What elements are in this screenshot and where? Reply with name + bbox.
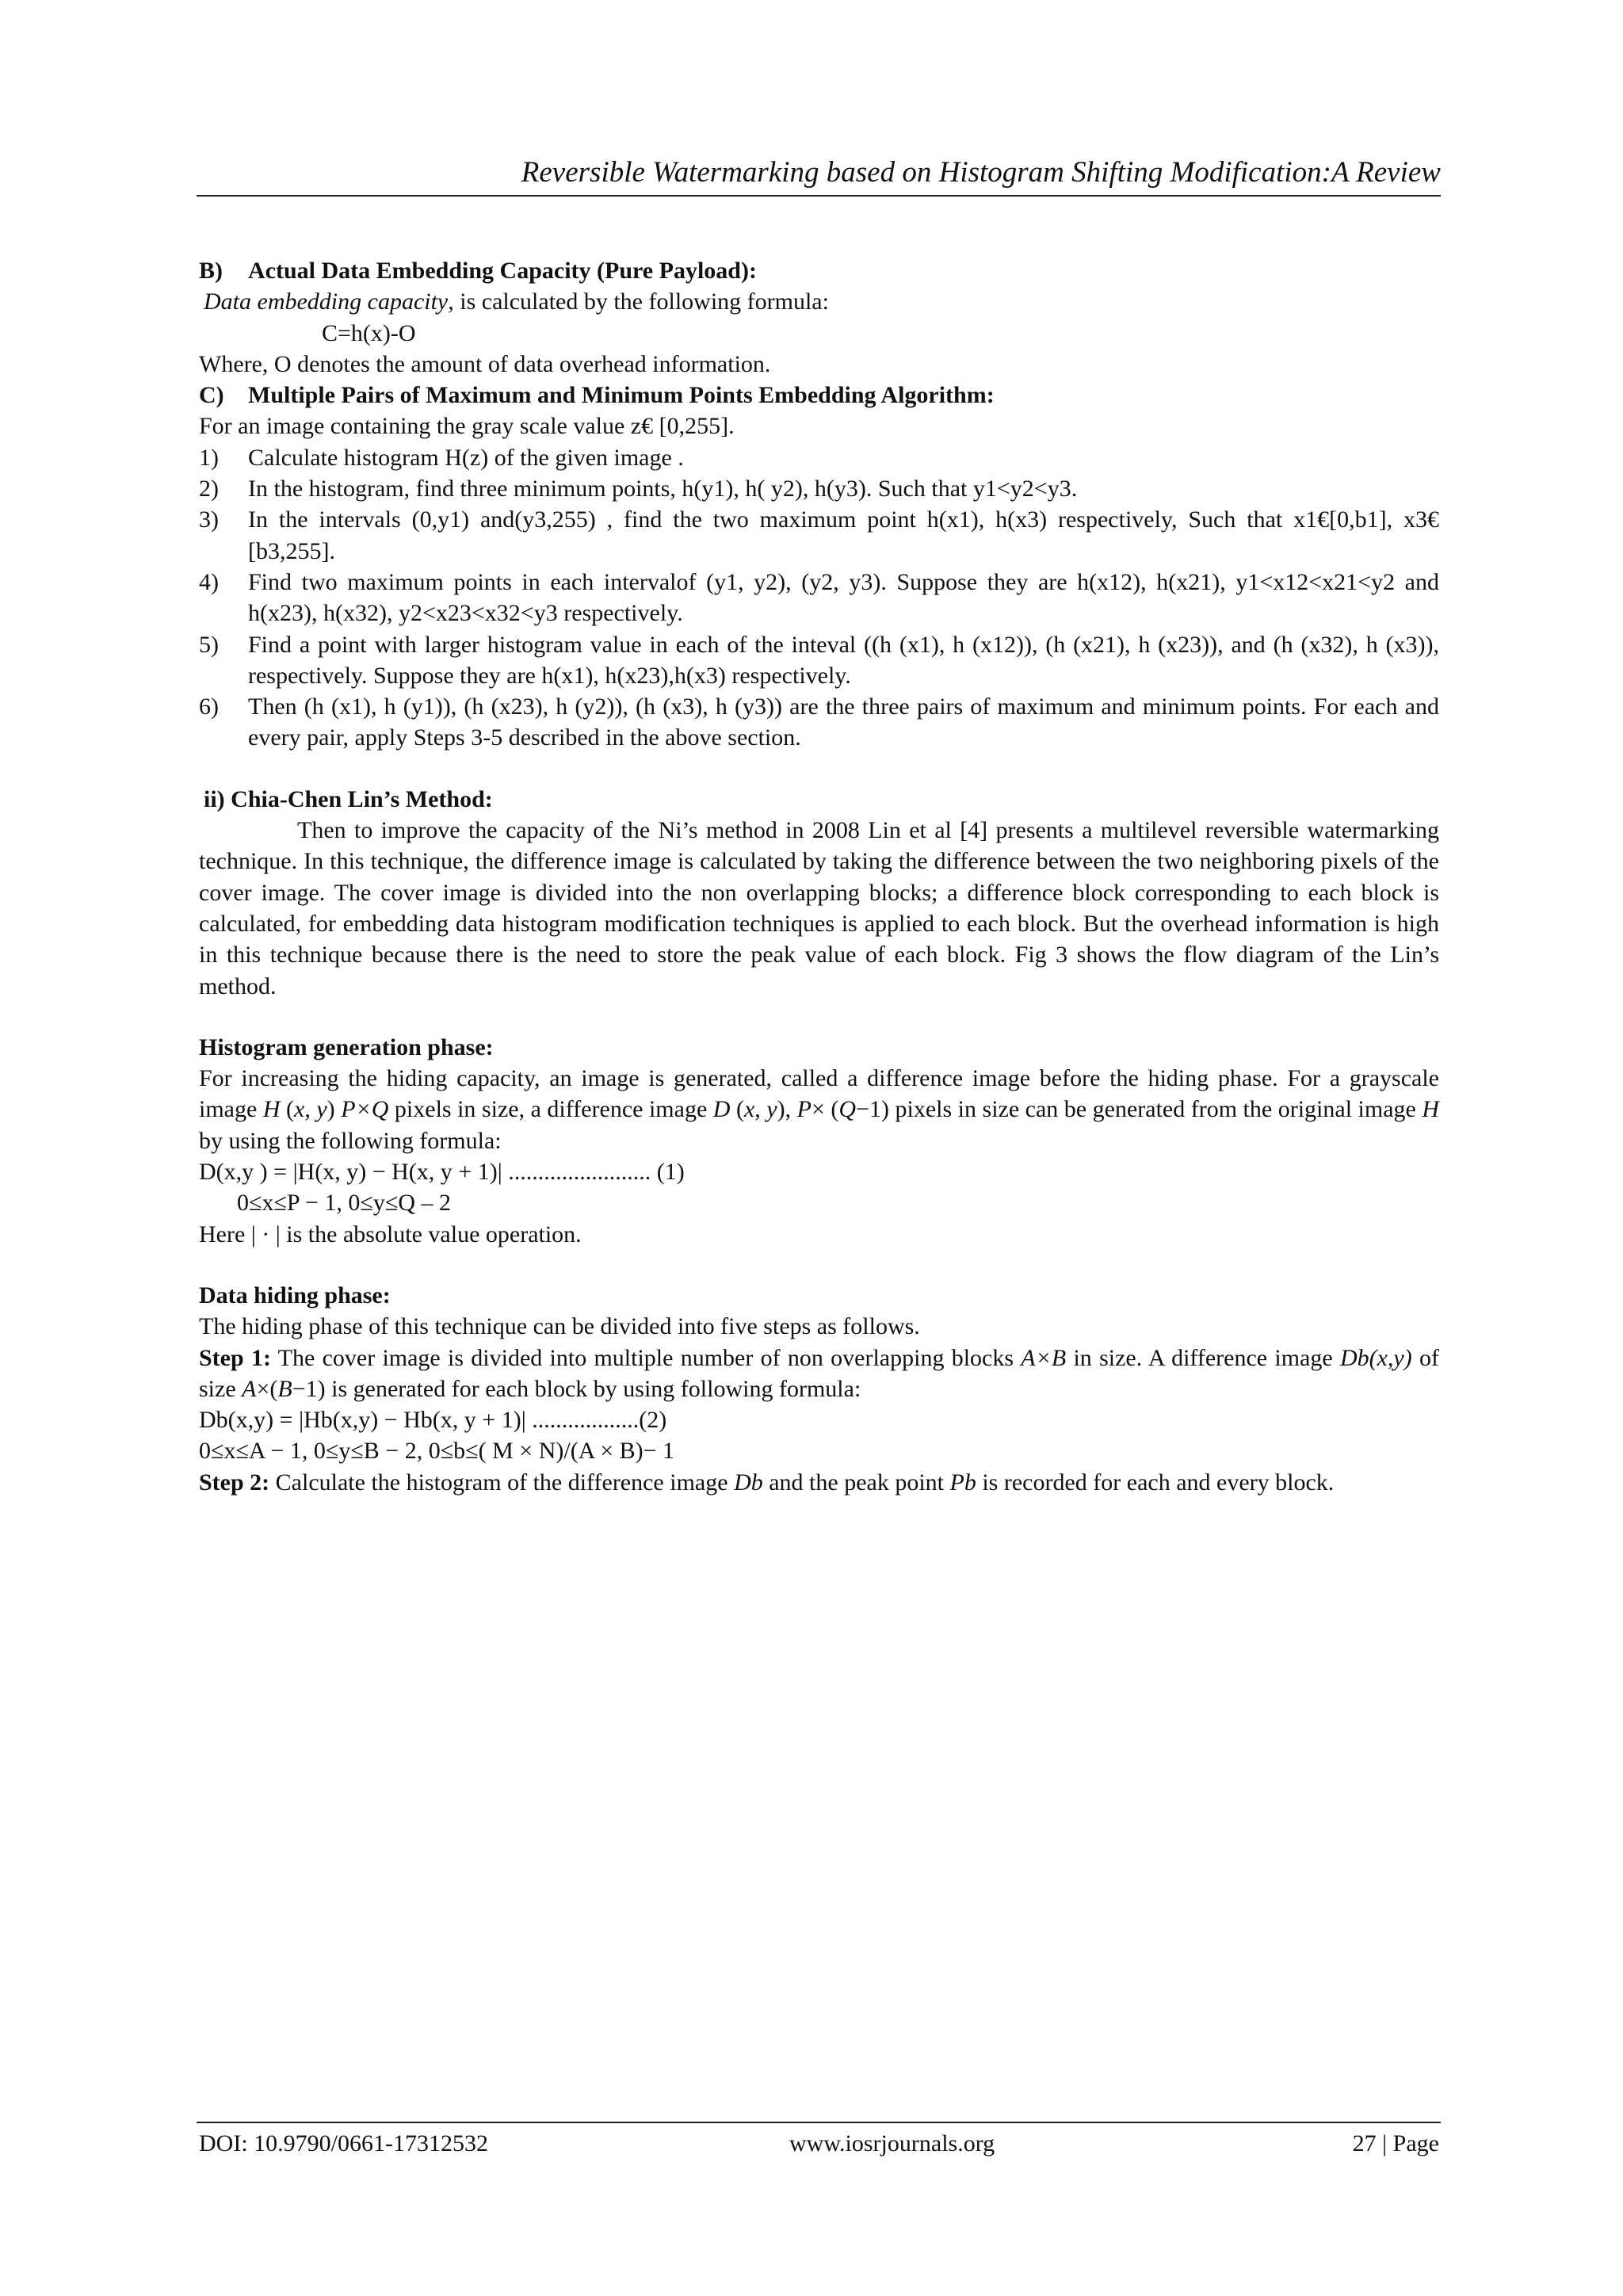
step-number: 2) — [199, 476, 219, 502]
data-hiding-intro: The hiding phase of this technique can be divided into five steps as follows. — [199, 1313, 920, 1340]
algorithm-step — [199, 567, 1439, 629]
text-run: The cover image is divided into multiple number of non overlapping blocks — [270, 1344, 1022, 1371]
step-number: 4) — [199, 568, 219, 595]
section-b-intro — [199, 286, 1439, 317]
capacity-formula: C=h(x)-O — [322, 319, 416, 346]
section-b-title: Actual Data Embedding Capacity (Pure Payload): — [248, 258, 757, 284]
section-b-label: B) — [199, 258, 223, 284]
math-var: Q — [838, 1096, 857, 1123]
step-label: Step 1: — [199, 1344, 271, 1371]
footer-website-link[interactable]: www.iosrjournals.org — [789, 2130, 995, 2157]
math-var: P×Q — [341, 1096, 389, 1123]
algorithm-step — [199, 629, 1439, 692]
hiding-step-2 — [199, 1467, 1439, 1498]
absolute-value-note: Here | · | is the absolute value operation. — [199, 1221, 582, 1247]
step-label: Step 2: — [199, 1469, 270, 1496]
equation-2-range: 0≤x≤A − 1, 0≤y≤B − 2, 0≤b≤( M × N)/(A × B)− 1 — [199, 1438, 675, 1465]
page-body — [199, 255, 1439, 1498]
histogram-generation-paragraph — [199, 1063, 1439, 1156]
text-run: ×( — [256, 1375, 278, 1402]
algorithm-step — [199, 473, 1439, 504]
step-text: Find a point with larger histogram value in each of the inteval ((h (x1), h (x12)), (h (x21), h (x23)), and (h (x32), h (x3)), respectively. Suppose they are h(x1), h(x23),h(x3) respectively. — [248, 631, 1439, 689]
running-header: Reversible Watermarking based on Histogram Shifting Modification:A Review — [521, 156, 1441, 189]
page-footer — [199, 2130, 1439, 2162]
math-var: y — [316, 1096, 327, 1123]
lin-method-heading: ii) Chia-Chen Lin’s Method: — [204, 785, 493, 812]
histogram-generation-heading: Histogram generation phase: — [199, 1033, 494, 1060]
footer-doi: DOI: 10.9790/0661-17312532 — [199, 2130, 488, 2157]
text-run: ( — [280, 1096, 294, 1123]
data-hiding-heading: Data hiding phase: — [199, 1282, 391, 1308]
spacer — [199, 754, 1439, 784]
footer-rule — [197, 2122, 1441, 2123]
text-run: Calculate the histogram of the difference image — [269, 1469, 735, 1496]
spacer — [199, 1002, 1439, 1032]
equation-1: D(x,y ) = |H(x, y) − H(x, y + 1)| ........................ (1) — [199, 1159, 685, 1186]
math-var: H — [1422, 1096, 1440, 1123]
text-run: , — [304, 1096, 317, 1123]
text-run: For increasing the hiding capacity, an image is generated, called a difference image before the hiding phase. For a grayscale image — [199, 1065, 1439, 1123]
algorithm-step — [199, 691, 1439, 754]
math-var: A×B — [1021, 1344, 1067, 1371]
section-b-heading — [199, 255, 1439, 286]
math-var: P — [796, 1096, 812, 1123]
text-run: and the peak point — [762, 1469, 950, 1496]
math-var: x — [743, 1096, 755, 1123]
spacer — [199, 1250, 1439, 1280]
step-text: In the intervals (0,y1) and(y3,255) , find the two maximum point h(x1), h(x3) respectively, Such that x1€[0,b1], x3€[b3,255]. — [248, 506, 1439, 564]
text-run: is recorded for each and every block. — [976, 1469, 1335, 1496]
step-number: 3) — [199, 506, 219, 533]
section-b-intro-rest: , is calculated by the following formula: — [448, 288, 829, 315]
text-run: , — [754, 1096, 767, 1123]
step-number: 1) — [199, 444, 219, 471]
lin-method-paragraph: Then to improve the capacity of the Ni’s method in 2008 Lin et al [4] presents a multilevel reversible watermarking technique. In this technique, the difference image is calculated by taking the difference between the two neighboring pixels of the cover image. The cover image is divided into the non overlapping blocks; a difference block corresponding to each block is calculated, for embedding data histogram modification techniques is applied to each block. But the overhead information is high in this technique because there is the need to store the peak value of each block. Fig 3 shows the flow diagram of the Lin’s method. — [199, 817, 1439, 999]
section-c-title: Multiple Pairs of Maximum and Minimum Points Embedding Algorithm: — [248, 382, 995, 409]
section-b-intro-italic: Data embedding capacity — [204, 288, 449, 315]
text-run: ) — [327, 1096, 342, 1123]
step-text: Calculate histogram H(z) of the given image . — [248, 444, 684, 471]
equation-1-range: 0≤x≤P − 1, 0≤y≤Q – 2 — [237, 1190, 452, 1217]
step-number: 5) — [199, 631, 219, 658]
text-run: of size — [199, 1344, 1439, 1402]
math-var: B — [277, 1375, 292, 1402]
math-var: y — [766, 1096, 777, 1123]
math-var: x — [294, 1096, 305, 1123]
math-var: H — [262, 1096, 281, 1123]
math-var: D — [712, 1096, 731, 1123]
text-run: ( — [730, 1096, 744, 1123]
algorithm-step — [199, 442, 1439, 473]
math-var: A — [242, 1375, 257, 1402]
text-run: pixels in size, a difference image — [388, 1096, 713, 1123]
text-run: × ( — [811, 1096, 839, 1123]
step-number: 6) — [199, 693, 219, 720]
text-run: ), — [777, 1096, 797, 1123]
hiding-step-1 — [199, 1343, 1439, 1405]
algorithm-step — [199, 504, 1439, 567]
math-var: Db(x,y) — [1339, 1344, 1412, 1371]
equation-2: Db(x,y) = |Hb(x,y) − Hb(x, y + 1)| ..................(2) — [199, 1407, 667, 1434]
step-text: Find two maximum points in each intervalof (y1, y2), (y2, y3). Suppose they are h(x12), h(x21), y1<x12<x21<y2 and h(x23), h(x32), y2<x23<x32<y3 respectively. — [248, 568, 1439, 627]
step-text: In the histogram, find three minimum points, h(y1), h( y2), h(y3). Such that y1<y2<y3. — [248, 476, 1078, 502]
math-var: Pb — [949, 1469, 976, 1496]
text-run: −1) pixels in size can be generated from the original image — [856, 1096, 1423, 1123]
algorithm-steps — [199, 442, 1439, 754]
math-var: Db — [734, 1469, 763, 1496]
text-run: in size. A difference image — [1066, 1344, 1340, 1371]
footer-page-number: 27 | Page — [1352, 2130, 1439, 2157]
text-run: −1) is generated for each block by using following formula: — [292, 1375, 861, 1402]
step-text: Then (h (x1), h (y1)), (h (x23), h (y2)), (h (x3), h (y3)) are the three pairs of maximum and minimum points. For each and every pair, apply Steps 3-5 described in the above section. — [248, 693, 1439, 751]
section-c-intro: For an image containing the gray scale value z€ [0,255]. — [199, 413, 735, 440]
text-run: by using the following formula: — [199, 1127, 502, 1154]
section-b-where: Where, O denotes the amount of data overhead information. — [199, 350, 771, 377]
section-c-label: C) — [199, 382, 224, 409]
section-c-heading — [199, 380, 1439, 411]
header-rule — [197, 195, 1441, 197]
